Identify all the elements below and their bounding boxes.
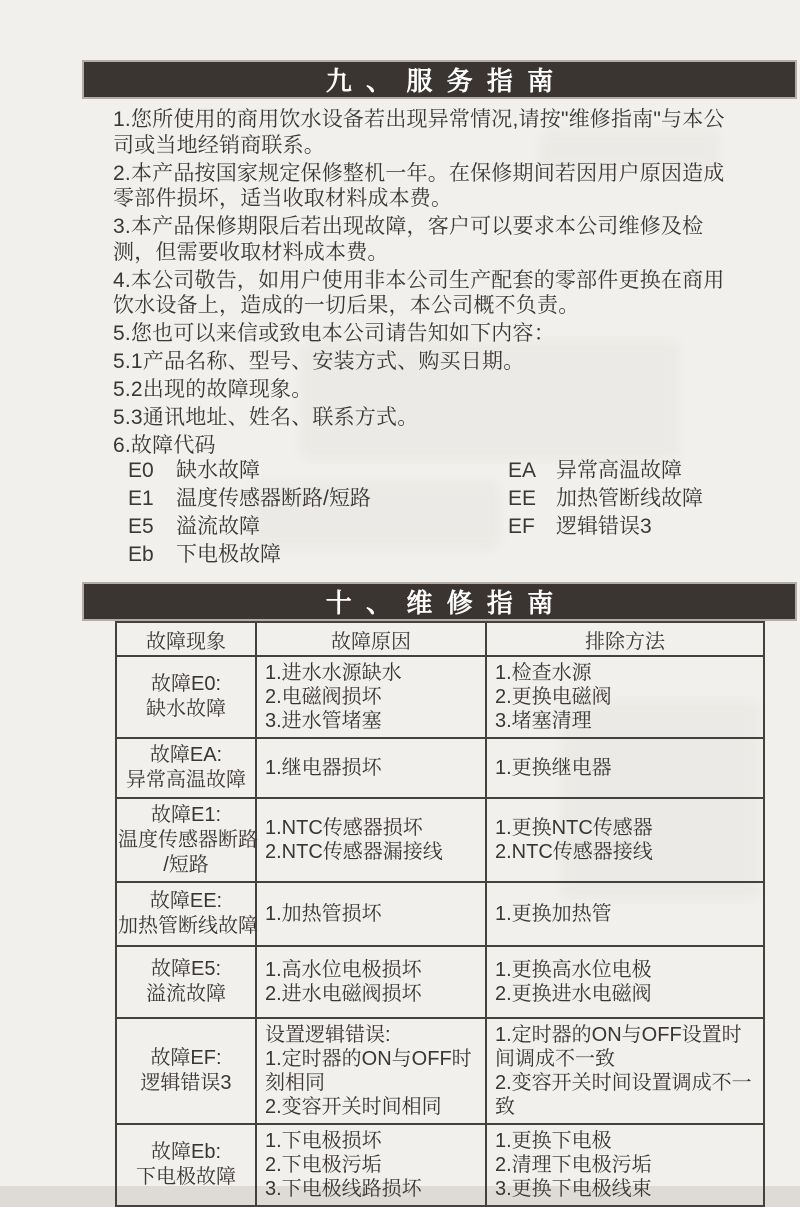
fault-remedy-line: 1.更换下电极	[495, 1130, 612, 1152]
fault-cause-line: 1.高水位电极损坏	[265, 959, 422, 981]
fault-remedy-line: 1.定时器的ON与OFF设置时间调成不一致	[495, 1024, 742, 1070]
fault-phenomenon-line: 溢流故障	[146, 983, 226, 1005]
fault-cause-line: 1.定时器的ON与OFF时刻相同	[265, 1048, 472, 1094]
fault-remedy-line: 2.更换电磁阀	[495, 686, 612, 708]
fault-cause-cell	[256, 946, 486, 1018]
fault-remedy-line: 1.更换高水位电极	[495, 959, 652, 981]
fault-phenomenon-cell	[116, 656, 256, 738]
service-paragraph: 1.您所使用的商用饮水设备若出现异常情况,请按"维修指南"与本公司或当地经销商联系。	[113, 108, 725, 157]
fault-phenomenon-cell	[116, 946, 256, 1018]
service-paragraph: 5.2出现的故障现象。	[113, 378, 313, 401]
repair-table-body	[116, 656, 764, 1206]
fault-remedy-cell	[486, 882, 764, 946]
fault-code: E0	[128, 459, 154, 482]
fault-phenomenon-line: 缺水故障	[146, 698, 226, 720]
fault-cause-line: 1.NTC传感器损坏	[265, 817, 423, 839]
fault-remedy-cell	[486, 1018, 764, 1124]
fault-phenomenon-cell	[116, 882, 256, 946]
fault-cause-line: 3.下电极线路损坏	[265, 1178, 422, 1200]
fault-cause-line: 1.加热管损坏	[265, 903, 382, 925]
repair-table-header-row	[116, 622, 764, 656]
fault-code-description: 逻辑错误3	[556, 515, 652, 538]
fault-code-description: 缺水故障	[176, 459, 260, 482]
fault-remedy-line: 3.更换下电极线束	[495, 1178, 652, 1200]
fault-remedy-line: 2.变容开关时间设置调成不一致	[495, 1072, 752, 1118]
fault-cause-cell	[256, 798, 486, 882]
fault-remedy-line: 1.更换继电器	[495, 757, 612, 779]
repair-table-row	[116, 882, 764, 946]
fault-cause-line: 2.进水电磁阀损坏	[265, 983, 422, 1005]
fault-remedy-cell	[486, 946, 764, 1018]
fault-phenomenon-cell	[116, 798, 256, 882]
fault-phenomenon-cell	[116, 1124, 256, 1206]
service-paragraph: 6.故障代码	[113, 434, 216, 457]
service-paragraph: 3.本产品保修期限后若出现故障，客户可以要求本公司维修及检测，但需要收取材料成本费。	[113, 215, 704, 264]
fault-code-item	[128, 485, 508, 513]
section10-title: 十、维修指南	[325, 588, 568, 618]
fault-phenomenon-line: 故障EE:	[149, 890, 223, 912]
section9-title: 九、服务指南	[325, 66, 568, 96]
fault-remedy-line: 2.清理下电极污垢	[495, 1154, 652, 1176]
fault-cause-line: 2.电磁阀损坏	[265, 686, 382, 708]
repair-table-row	[116, 946, 764, 1018]
fault-code: E1	[128, 487, 154, 510]
service-paragraph: 5.3通讯地址、姓名、联系方式。	[113, 406, 419, 429]
repair-table-row	[116, 1124, 764, 1206]
service-paragraph: 5.1产品名称、型号、安装方式、购买日期。	[113, 350, 525, 373]
fault-cause-line: 2.变容开关时间相同	[265, 1096, 442, 1118]
fault-code-item	[128, 457, 508, 485]
fault-code-description: 下电极故障	[176, 543, 281, 566]
fault-code-description: 加热管断线故障	[556, 487, 703, 510]
fault-phenomenon-cell	[116, 738, 256, 798]
fault-cause-line: 3.进水管堵塞	[265, 710, 382, 732]
fault-remedy-line: 1.检查水源	[495, 662, 592, 684]
fault-cause-line: 设置逻辑错误:	[265, 1024, 391, 1046]
fault-code-item	[508, 513, 772, 541]
fault-code: E5	[128, 515, 154, 538]
fault-cause-line: 2.下电极污垢	[265, 1154, 382, 1176]
fault-code: Eb	[128, 543, 154, 566]
fault-code-description: 异常高温故障	[556, 459, 682, 482]
fault-phenomenon-line: 温度传感器断路	[118, 828, 258, 851]
section9-title-bar	[82, 60, 797, 99]
fault-code-column-left	[128, 457, 508, 569]
repair-table-row	[116, 656, 764, 738]
fault-phenomenon-cell	[116, 1018, 256, 1124]
fault-cause-line: 2.NTC传感器漏接线	[265, 841, 443, 863]
fault-remedy-line: 3.堵塞清理	[495, 710, 592, 732]
repair-table-header-cell: 故障现象	[116, 622, 256, 656]
fault-cause-cell	[256, 738, 486, 798]
repair-table-row	[116, 798, 764, 882]
fault-code-description: 溢流故障	[176, 515, 260, 538]
fault-phenomenon-line: 异常高温故障	[126, 769, 246, 791]
repair-table-row	[116, 1018, 764, 1124]
fault-remedy-cell	[486, 1124, 764, 1206]
fault-code: EA	[508, 459, 537, 482]
fault-phenomenon-line: 下电极故障	[136, 1166, 236, 1188]
repair-guide-table	[115, 621, 765, 1207]
fault-code-item	[508, 485, 772, 513]
fault-phenomenon-line: 故障E5:	[150, 958, 222, 980]
fault-code-column-right	[508, 457, 772, 569]
fault-remedy-cell	[486, 656, 764, 738]
fault-phenomenon-line: 故障EF:	[150, 1047, 222, 1069]
fault-code-item	[128, 513, 508, 541]
fault-code-list	[128, 457, 772, 569]
fault-cause-cell	[256, 1018, 486, 1124]
fault-code: EE	[508, 487, 537, 510]
fault-phenomenon-line: 故障E1:	[150, 803, 222, 826]
fault-phenomenon-line: /短路	[163, 853, 209, 876]
fault-remedy-line: 1.更换加热管	[495, 903, 612, 925]
service-paragraph: 2.本产品按国家规定保修整机一年。在保修期间若因用户原因造成零部件损坏，适当收取材料成本费。	[113, 161, 725, 210]
repair-table-row	[116, 738, 764, 798]
fault-remedy-line: 1.更换NTC传感器	[495, 817, 653, 839]
fault-remedy-line: 2.NTC传感器接线	[495, 841, 653, 863]
repair-table-header-cell: 排除方法	[486, 622, 764, 656]
fault-cause-line: 1.进水水源缺水	[265, 662, 402, 684]
fault-cause-cell	[256, 1124, 486, 1206]
fault-phenomenon-line: 故障EA:	[149, 744, 223, 766]
fault-code: EF	[508, 515, 535, 538]
fault-phenomenon-line: 故障E0:	[150, 673, 222, 695]
repair-table-header	[116, 622, 764, 656]
service-paragraph: 4.本公司敬告，如用户使用非本公司生产配套的零部件更换在商用饮水设备上，造成的一切后果，本公司概不负责。	[113, 268, 725, 317]
fault-phenomenon-line: 加热管断线故障	[118, 915, 258, 937]
section10-title-bar	[82, 582, 797, 621]
fault-cause-cell	[256, 882, 486, 946]
repair-table-header-cell: 故障原因	[256, 622, 486, 656]
fault-remedy-line: 2.更换进水电磁阀	[495, 983, 652, 1005]
fault-phenomenon-line: 故障Eb:	[150, 1141, 222, 1163]
fault-code-description: 温度传感器断路/短路	[176, 487, 371, 510]
fault-code-item	[508, 457, 772, 485]
fault-cause-line: 1.继电器损坏	[265, 757, 382, 779]
service-guide-paragraphs	[113, 107, 745, 461]
fault-code-item	[128, 541, 508, 569]
fault-remedy-cell	[486, 738, 764, 798]
fault-remedy-cell	[486, 798, 764, 882]
fault-phenomenon-line: 逻辑错误3	[140, 1072, 232, 1094]
fault-cause-line: 1.下电极损坏	[265, 1130, 382, 1152]
service-paragraph: 5.您也可以来信或致电本公司请告知如下内容：	[113, 322, 555, 345]
fault-cause-cell	[256, 656, 486, 738]
